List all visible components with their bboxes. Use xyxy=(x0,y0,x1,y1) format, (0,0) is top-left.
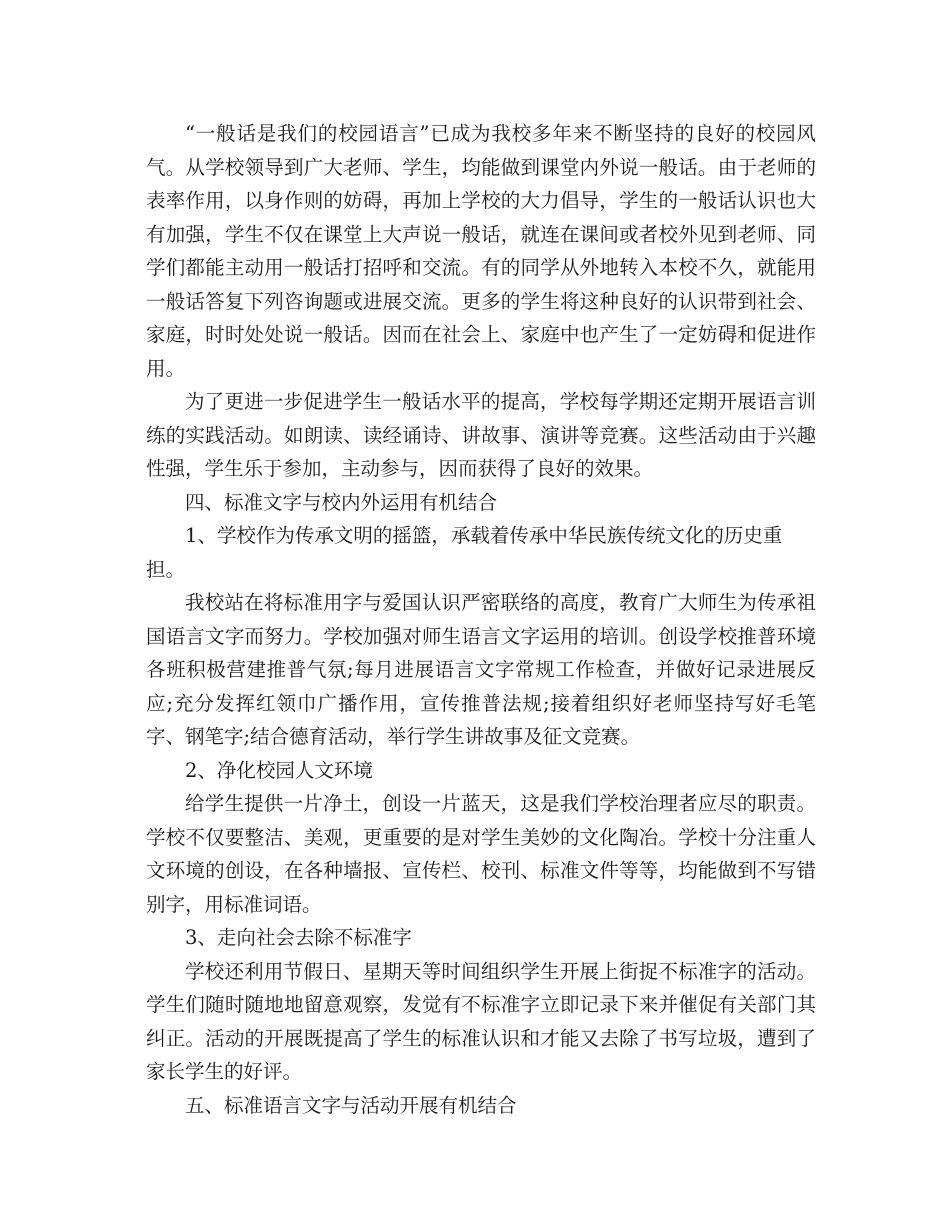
paragraph-language-training: 为了更进一步促进学生一般话水平的提高，学校每学期还定期开展语言训练的实践活动。如朗读、读经诵诗、讲故事、演讲等竞赛。这些活动由于兴趣性强，学生乐于参加，主动参与，因而获得了良好的效果。 xyxy=(146,390,816,480)
paragraph-standard-characters: 我校站在将标准用字与爱国认识严密联络的高度，教育广大师生为传承祖国语言文字而努力。学校加强对师生语言文字运用的培训。创设学校推普环境各班积极营建推普气氛;每月进展语言文字常规工作检查，并做好记录进展反应;充分发挥红领巾广播作用，宣传推普法规;接着组织好老师坚持写好毛笔字、钢笔字;结合德育活动，举行学生讲故事及征文竞赛。 xyxy=(146,591,816,748)
subheading-3: 3、走向社会去除不标准字 xyxy=(185,926,412,949)
subheading-2: 2、净化校园人文环境 xyxy=(185,758,373,782)
paragraph-campus-environment: 给学生提供一片净土，创设一片蓝天，这是我们学校治理者应尽的职责。学校不仅要整洁、美观，更重要的是对学生美妙的文化陶冶。学校十分注重人文环境的创设，在各种墙报、宣传栏、校刊、标准文件等等，均能做到不写错别字，用标准词语。 xyxy=(146,792,816,916)
section-heading-five: 五、标准语言文字与活动开展有机结合 xyxy=(185,1093,517,1117)
section-heading-four: 四、标准文字与校内外运用有机结合 xyxy=(185,490,498,514)
document-body xyxy=(146,117,816,1122)
paragraph-street-activity: 学校还利用节假日、星期天等时间组织学生开展上街捉不标准字的活动。学生们随时随地地留意观察，发觉有不标准字立即记录下来并催促有关部门其纠正。活动的开展既提高了学生的标准认识和才能又去除了书写垃圾，遭到了家长学生的好评。 xyxy=(146,959,816,1083)
paragraph-putonghua-campus-language: “一般话是我们的校园语言”已成为我校多年来不断坚持的良好的校园风气。从学校领导到广大老师、学生，均能做到课堂内外说一般话。由于老师的表率作用，以身作则的妨碍，再加上学校的大力倡导，学生的一般话认识也大有加强，学生不仅在课堂上大声说一般话，就连在课间或者校外见到老师、同学们都能主动用一般话打招呼和交流。有的同学从外地转入本校不久，就能用一般话答复下列咨询题或进展交流。更多的学生将这种良好的认识带到社会、家庭，时时处处说一般话。因而在社会上、家庭中也产生了一定妨碍和促进作用。 xyxy=(146,122,816,380)
subheading-1: 1、学校作为传承文明的摇篮，承载着传承中华民族传统文化的历史重担。 xyxy=(146,524,783,581)
